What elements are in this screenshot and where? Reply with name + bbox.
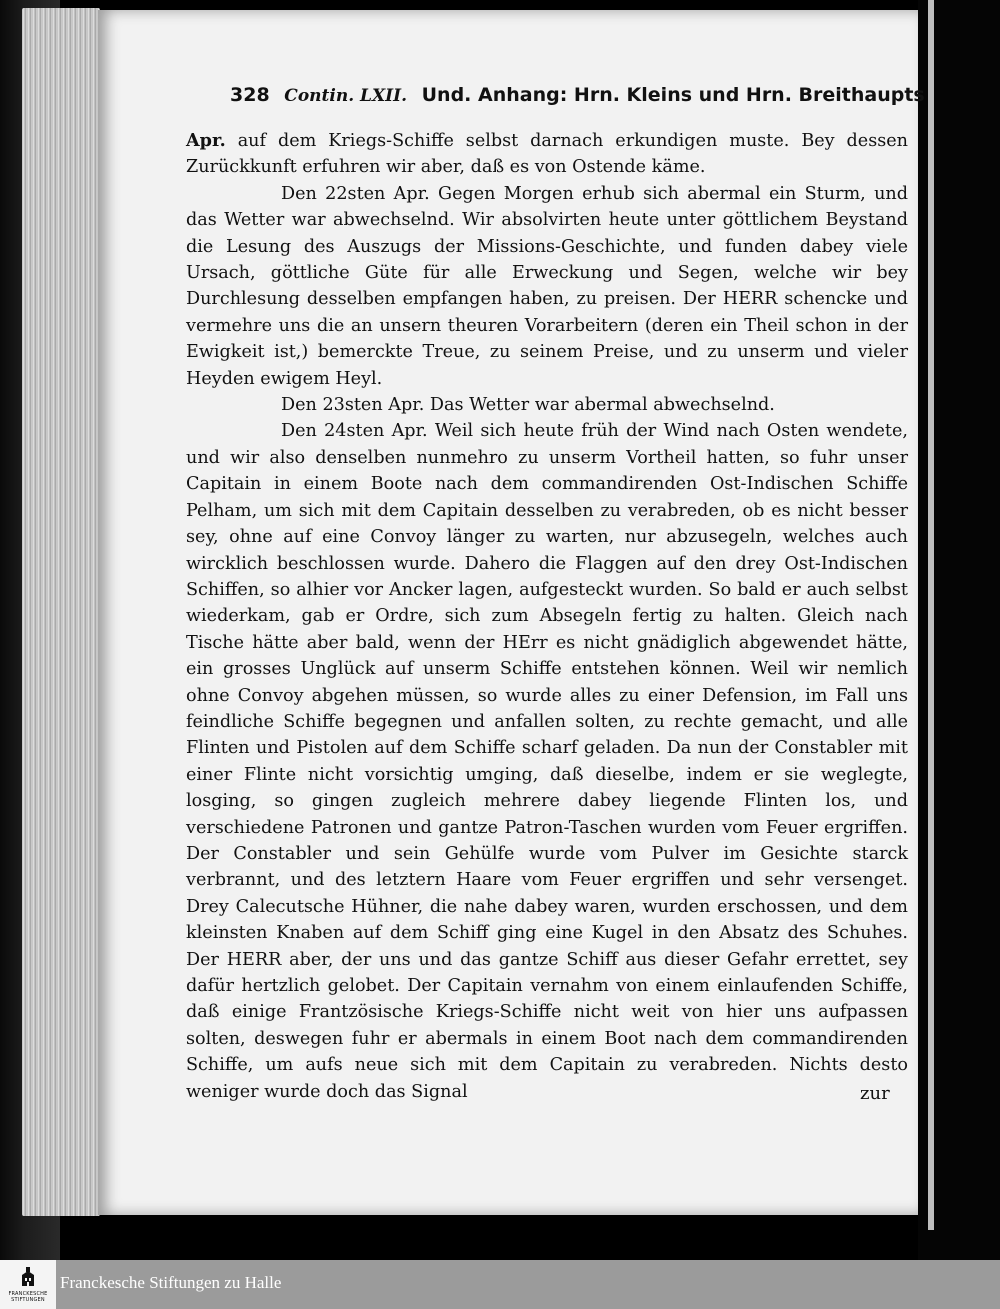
- institution-logo: [0, 1260, 56, 1309]
- paragraph-3: Den 23sten Apr. Das Wetter war abermal abwechselnd.: [281, 395, 775, 416]
- building-icon: [20, 1266, 36, 1288]
- page-edges: [22, 8, 100, 1216]
- header-title: Und. Anhang: Hrn. Kleins und Hrn. Breithaupts: [421, 84, 925, 106]
- footer-label: Franckesche Stiftungen zu Halle: [60, 1273, 282, 1292]
- margin-note: Apr.: [186, 130, 226, 151]
- paragraph-1: [186, 128, 908, 181]
- page-number: 328: [230, 84, 270, 106]
- paragraph-4: Den 24sten Apr. Weil sich heute früh der Wind nach Osten wendete, und wir also denselben nunmehro zu unserm Vortheil hatten, so fuhr unser Capitain in einem Boote nach dem commandirenden Ost-Indischen Schiffe Pelham, um sich mit dem Capitain desselben zu verabreden, ob es nicht besser sey, ohne auf eine Convoy länger zu warten, nur abzusegeln, welches auch wircklich beschlossen wurde. Dahero die Flaggen auf den drey Ost-Indischen Schiffen, so alhier vor Ancker lagen, aufgesteckt wurden. So bald er auch selbst wiederkam, gab er Ordre, sich zum Absegeln fertig zu halten. Gleich nach Tische hätte aber bald, wenn der HErr es nicht gnädiglich abgewendet hätte, ein grosses Unglück auf unserm Schiffe entstehen können. Weil wir nemlich ohne Convoy abgehen müssen, so wurde alles zu einer Defension, im Fall uns feindliche Schiffe begegnen und anfallen solten, zu rechte gemacht, und alle Flinten und Pistolen auf dem Schiffe scharf geladen. Da nun der Constabler mit einer Flinte nicht vorsichtig umging, daß dieselbe, indem er sie weglegte, losging, so gingen zugleich mehrere dabey liegende Flinten los, und verschiedene Patronen und gantze Patron-Taschen wurden vom Feuer ergriffen. Der Constabler und sein Gehülfe wurde vom Pulver im Gesichte starck verbrannt, und des letztern Haare vom Feuer ergriffen und sehr versenget. Drey Calecutsche Hühner, die nahe dabey waren, wurden erschossen, und dem kleinsten Knaben auf dem Schiff ging eine Kugel in den Absatz des Schuhes. Der HERR aber, der uns und das gantze Schiff aus dieser Gefahr errettet, sey dafür hertzlich gelobet. Der Capitain vernahm von einem einlaufenden Schiffe, daß einige Frantzösische Kriegs-Schiffe nicht weit von hier uns aufpassen solten, deswegen fuhr er abermals in einem Boot nach dem commandirenden Schiffe, um aufs neue sich mit dem Capitain zu verabreden. Nichts desto weniger wurde doch das Signal: [186, 421, 908, 1102]
- paragraph-2: Den 22sten Apr. Gegen Morgen erhub sich abermal ein Sturm, und das Wetter war abwechselnd. Wir absolvirten heute unter göttlichem Beystand die Lesung des Auszugs der Missions-Geschichte, und funden dabey viele Ursach, göttliche Güte für alle Erweckung und Segen, welche wir bey Durchlesung desselben empfangen haben, zu preisen. Der HERR schencke und vermehre uns die an unsern theuren Vorarbeitern (deren ein Theil schon in der Ewigkeit ist,) bemerckte Treue, zu seinem Preise, und zu unserm und vieler Heyden ewigem Heyl.: [186, 183, 908, 389]
- running-header: [230, 84, 925, 106]
- catchword: zur: [860, 1083, 890, 1104]
- body-text: [186, 128, 908, 1105]
- logo-text: FRANCKESCHE STIFTUNGEN: [8, 1291, 48, 1303]
- right-page-strip: [928, 0, 934, 1230]
- continuation-label: Contin. LXII.: [284, 86, 407, 106]
- paragraph-1-text: auf dem Kriegs-Schiffe selbst darnach erkundigen muste. Bey dessen Zurückkunft erfuhren wir aber, daß es von Ostende käme.: [186, 131, 909, 178]
